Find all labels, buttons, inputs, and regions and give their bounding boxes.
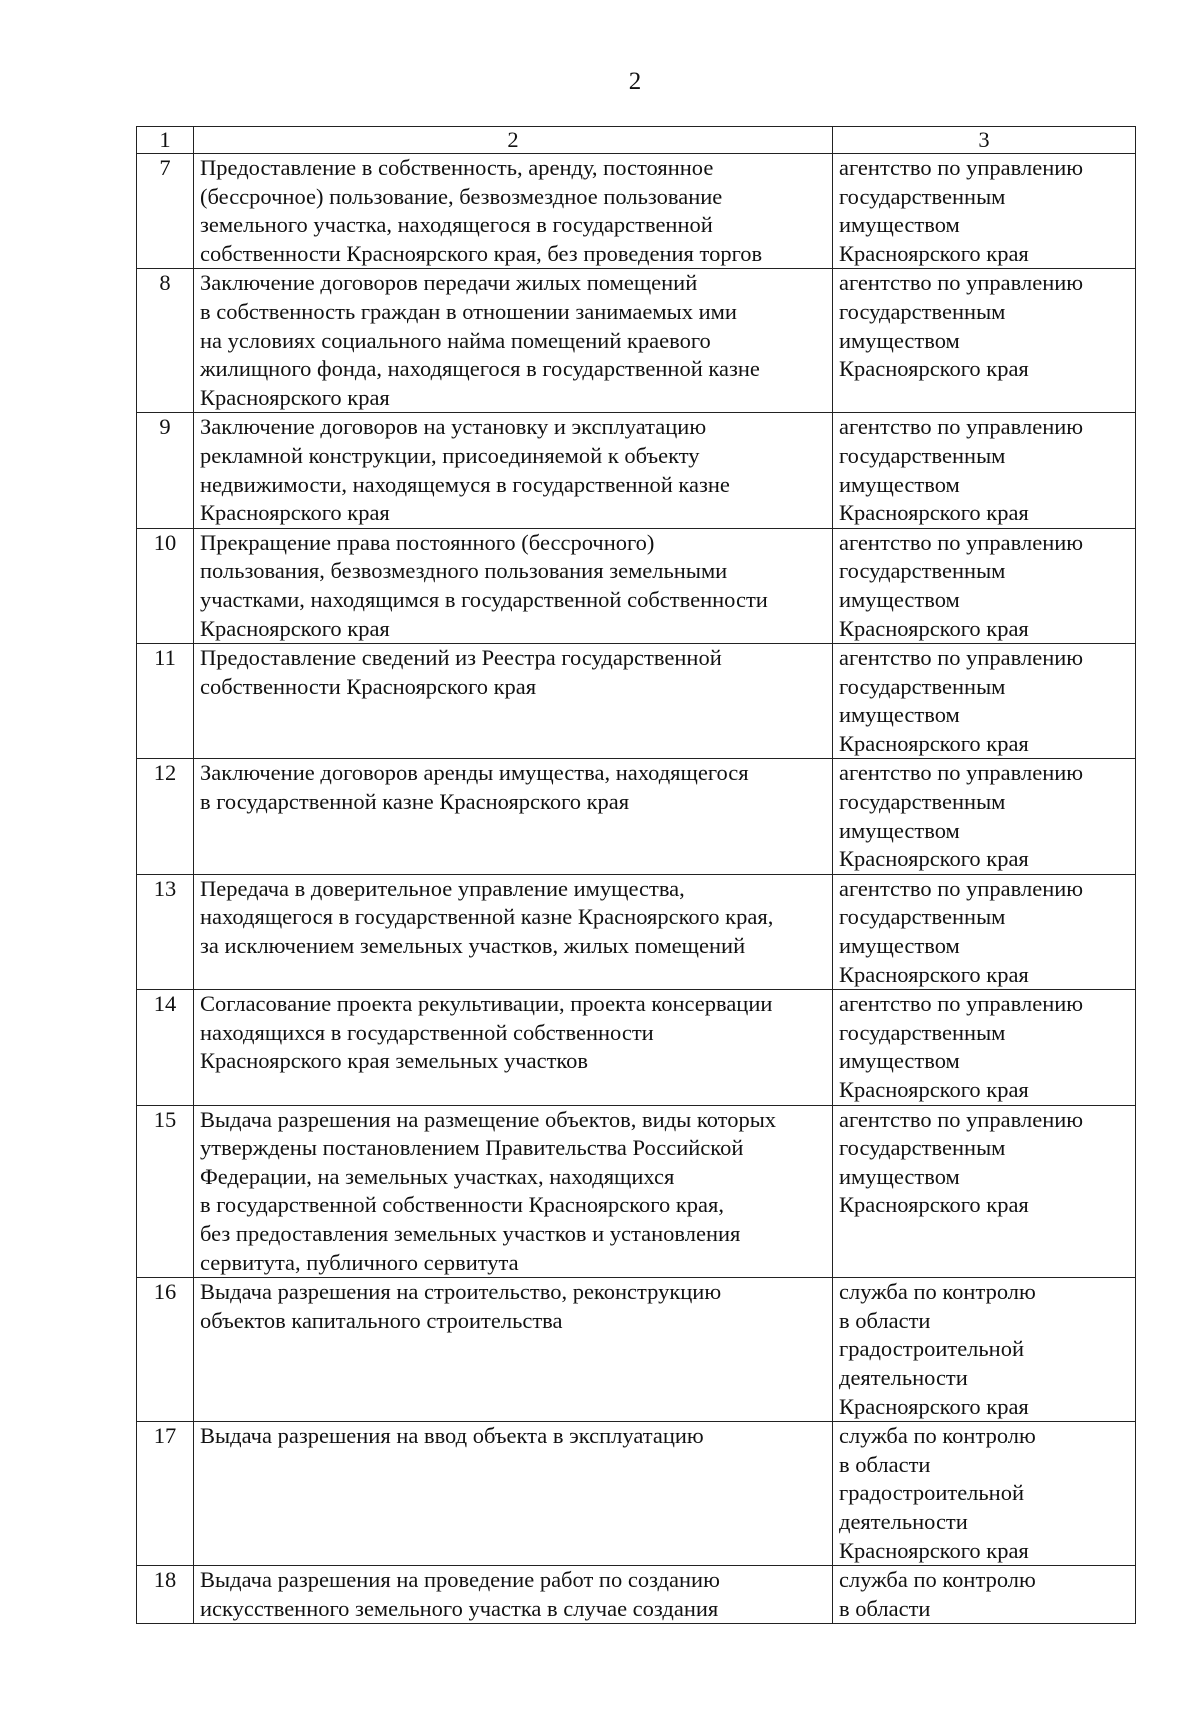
table-row <box>137 528 1136 643</box>
table-row <box>137 1422 1136 1566</box>
service-description-cell: Предоставление сведений из Реестра государственной собственности Красноярского края <box>194 644 833 759</box>
table-row <box>137 413 1136 528</box>
responsible-authority-cell: агентство по управлению государственным имуществом Красноярского края <box>833 154 1136 269</box>
table-row <box>137 990 1136 1105</box>
responsible-authority-cell: служба по контролю в области градостроительной деятельности Красноярского края <box>833 1422 1136 1566</box>
service-description-cell: Заключение договоров на установку и эксплуатацию рекламной конструкции, присоединяемой к объекту недвижимости, находящемуся в государственной казне Красноярского края <box>194 413 833 528</box>
row-number-cell: 11 <box>137 644 194 759</box>
responsible-authority-cell: агентство по управлению государственным имуществом Красноярского края <box>833 528 1136 643</box>
column-header-service: 2 <box>194 127 833 154</box>
row-number-cell: 10 <box>137 528 194 643</box>
service-description-cell: Предоставление в собственность, аренду, постоянное (бессрочное) пользование, безвозмездное пользование земельного участка, находящегося в государственной собственности Красноярского края, без проведения торгов <box>194 154 833 269</box>
table-header-row <box>137 127 1136 154</box>
service-description-cell: Заключение договоров передачи жилых помещений в собственность граждан в отношении занимаемых ими на условиях социального найма помещений краевого жилищного фонда, находящегося в государственной казне Красноярского края <box>194 269 833 413</box>
service-description-cell: Заключение договоров аренды имущества, находящегося в государственной казне Красноярского края <box>194 759 833 874</box>
service-description-cell: Передача в доверительное управление имущества, находящегося в государственной казне Красноярского края, за исключением земельных участков, жилых помещений <box>194 874 833 989</box>
responsible-authority-cell: агентство по управлению государственным имуществом Красноярского края <box>833 1105 1136 1278</box>
table-row <box>137 1278 1136 1422</box>
table-row <box>137 644 1136 759</box>
column-header-authority: 3 <box>833 127 1136 154</box>
service-description-cell: Выдача разрешения на проведение работ по созданию искусственного земельного участка в случае создания <box>194 1566 833 1624</box>
service-description-cell: Выдача разрешения на размещение объектов, виды которых утверждены постановлением Правительства Российской Федерации, на земельных участках, находящихся в государственной собственности Красноярского края, без предоставления земельных участков и установления сервитута, публичного сервитута <box>194 1105 833 1278</box>
service-description-cell: Согласование проекта рекультивации, проекта консервации находящихся в государственной собственности Красноярского края земельных участков <box>194 990 833 1105</box>
row-number-cell: 15 <box>137 1105 194 1278</box>
service-description-cell: Выдача разрешения на строительство, реконструкцию объектов капитального строительства <box>194 1278 833 1422</box>
responsible-authority-cell: агентство по управлению государственным имуществом Красноярского края <box>833 874 1136 989</box>
responsible-authority-cell: агентство по управлению государственным имуществом Красноярского края <box>833 990 1136 1105</box>
row-number-cell: 18 <box>137 1566 194 1624</box>
responsible-authority-cell: агентство по управлению государственным имуществом Красноярского края <box>833 759 1136 874</box>
row-number-cell: 16 <box>137 1278 194 1422</box>
service-description-cell: Прекращение права постоянного (бессрочного) пользования, безвозмездного пользования земельными участками, находящимся в государственной собственности Красноярского края <box>194 528 833 643</box>
responsible-authority-cell: служба по контролю в области градостроительной деятельности Красноярского края <box>833 1278 1136 1422</box>
table-row <box>137 1105 1136 1278</box>
column-header-number: 1 <box>137 127 194 154</box>
row-number-cell: 13 <box>137 874 194 989</box>
table-row <box>137 154 1136 269</box>
table-row <box>137 759 1136 874</box>
responsible-authority-cell: агентство по управлению государственным имуществом Красноярского края <box>833 644 1136 759</box>
service-description-cell: Выдача разрешения на ввод объекта в эксплуатацию <box>194 1422 833 1566</box>
row-number-cell: 8 <box>137 269 194 413</box>
row-number-cell: 7 <box>137 154 194 269</box>
row-number-cell: 12 <box>137 759 194 874</box>
responsible-authority-cell: агентство по управлению государственным имуществом Красноярского края <box>833 413 1136 528</box>
table-row <box>137 269 1136 413</box>
table-row <box>137 1566 1136 1624</box>
responsible-authority-cell: служба по контролю в области <box>833 1566 1136 1624</box>
row-number-cell: 9 <box>137 413 194 528</box>
row-number-cell: 14 <box>137 990 194 1105</box>
page-number: 2 <box>628 68 642 95</box>
table-row <box>137 874 1136 989</box>
services-table <box>136 126 1136 1624</box>
row-number-cell: 17 <box>137 1422 194 1566</box>
responsible-authority-cell: агентство по управлению государственным имуществом Красноярского края <box>833 269 1136 413</box>
